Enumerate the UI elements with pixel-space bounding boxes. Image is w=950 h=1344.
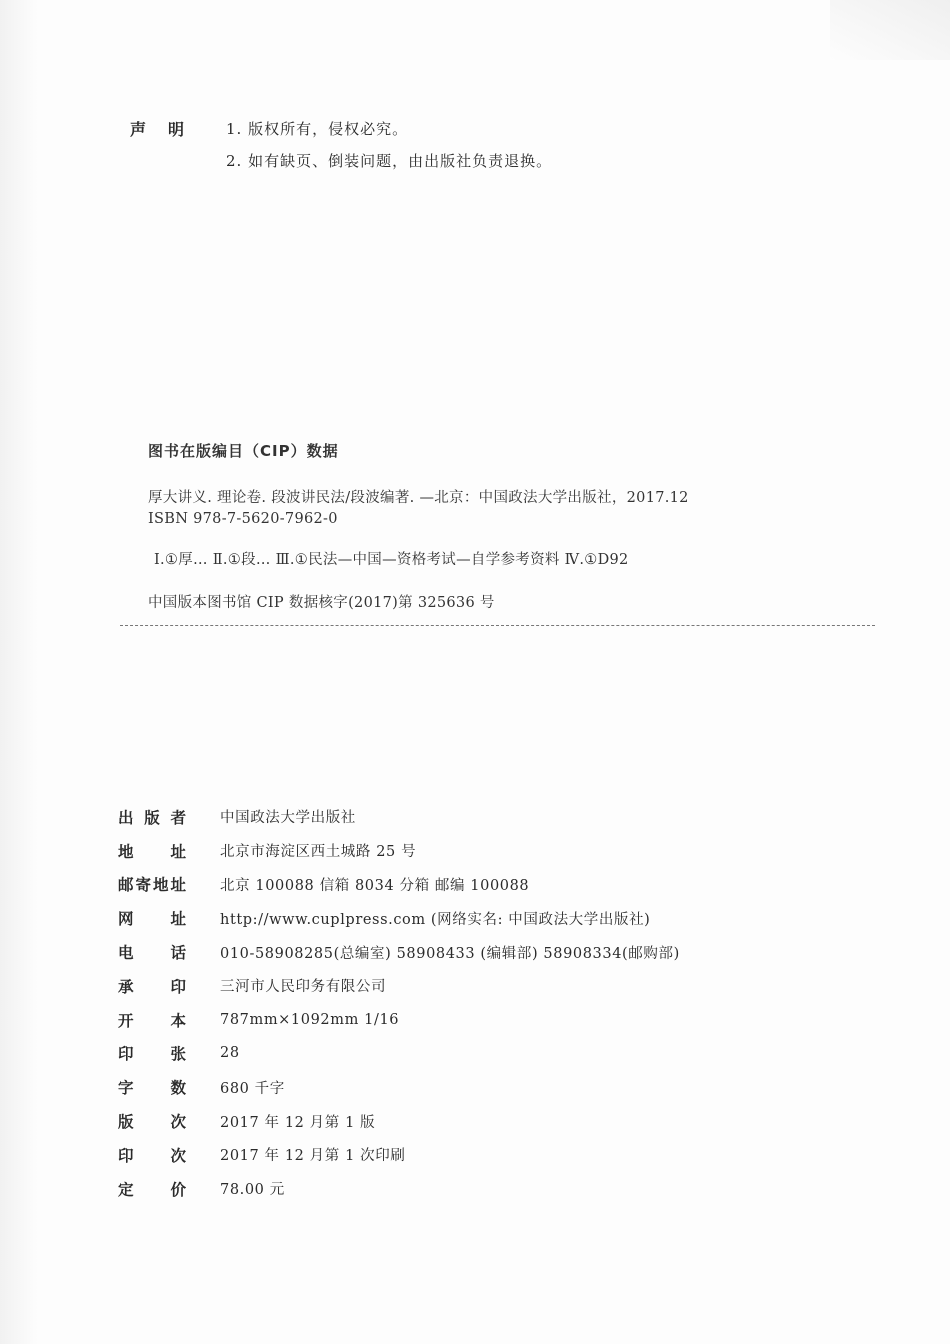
publication-row	[118, 800, 818, 834]
publication-row	[118, 935, 818, 969]
publication-value: 2017 年 12 月第 1 次印刷	[220, 1148, 406, 1165]
publication-row	[118, 969, 818, 1003]
publication-row	[118, 1070, 818, 1104]
publication-label: 承印	[118, 977, 186, 996]
declaration-row	[130, 144, 830, 176]
cip-isbn: ISBN 978-7-5620-7962-0	[148, 511, 338, 527]
publication-info	[118, 800, 818, 1206]
publication-label: 印次	[118, 1146, 186, 1165]
declaration-item-2: 2. 如有缺页、倒装问题，由出版社负责退换。	[226, 151, 553, 170]
declaration-row	[130, 112, 830, 144]
publication-value: 2017 年 12 月第 1 版	[220, 1114, 376, 1131]
publication-label: 字数	[118, 1079, 186, 1098]
cip-record-number: 中国版本图书馆 CIP 数据核字(2017)第 325636 号	[148, 595, 495, 611]
publication-value: 010-58908285(总编室) 58908433 (编辑部) 58908334(邮购部)	[220, 945, 680, 962]
publication-label: 开本	[118, 1011, 186, 1030]
publication-value: 787mm×1092mm 1/16	[220, 1011, 400, 1028]
cip-block	[148, 440, 848, 612]
cip-classification: Ⅰ.①厚… Ⅱ.①段… Ⅲ.①民法—中国—资格考试—自学参考资料 Ⅳ.①D92	[154, 552, 629, 568]
publication-value: 78.00 元	[220, 1182, 285, 1199]
publication-row	[118, 834, 818, 868]
scan-corner-shadow	[830, 0, 950, 60]
publication-value: 三河市人民印务有限公司	[220, 979, 387, 996]
publication-label: 网址	[118, 910, 186, 929]
publication-row	[118, 901, 818, 935]
publication-value: 中国政法大学出版社	[220, 810, 356, 827]
publication-row	[118, 868, 818, 902]
publication-label: 地址	[118, 842, 186, 861]
publication-label: 电话	[118, 944, 186, 963]
publication-value: 680 千字	[220, 1080, 285, 1097]
declaration-label: 声明	[130, 119, 207, 139]
publication-value: http://www.cuplpress.com (网络实名: 中国政法大学出版社)	[220, 911, 651, 928]
publication-row	[118, 1138, 818, 1172]
publication-row	[118, 1037, 818, 1071]
dashed-divider	[120, 625, 875, 626]
publication-row	[118, 1104, 818, 1138]
declaration-block	[130, 112, 830, 176]
publication-label: 定价	[118, 1180, 186, 1199]
declaration-item-1: 1. 版权所有，侵权必究。	[226, 119, 409, 138]
publication-row	[118, 1003, 818, 1037]
publication-label: 邮寄地址	[118, 876, 186, 895]
publication-label: 印张	[118, 1045, 186, 1064]
publication-label: 版次	[118, 1113, 186, 1132]
cip-title: 图书在版编目（CIP）数据	[148, 442, 339, 460]
publication-value: 北京 100088 信箱 8034 分箱 邮编 100088	[220, 877, 530, 894]
publication-value: 28	[220, 1045, 240, 1062]
publication-label: 出版者	[118, 808, 186, 827]
scan-shadow	[0, 0, 38, 1344]
cip-bibliographic-line: 厚大讲义. 理论卷. 段波讲民法/段波编著. —北京：中国政法大学出版社，2017.12	[148, 490, 689, 506]
publication-value: 北京市海淀区西土城路 25 号	[220, 844, 417, 861]
publication-row	[118, 1172, 818, 1206]
